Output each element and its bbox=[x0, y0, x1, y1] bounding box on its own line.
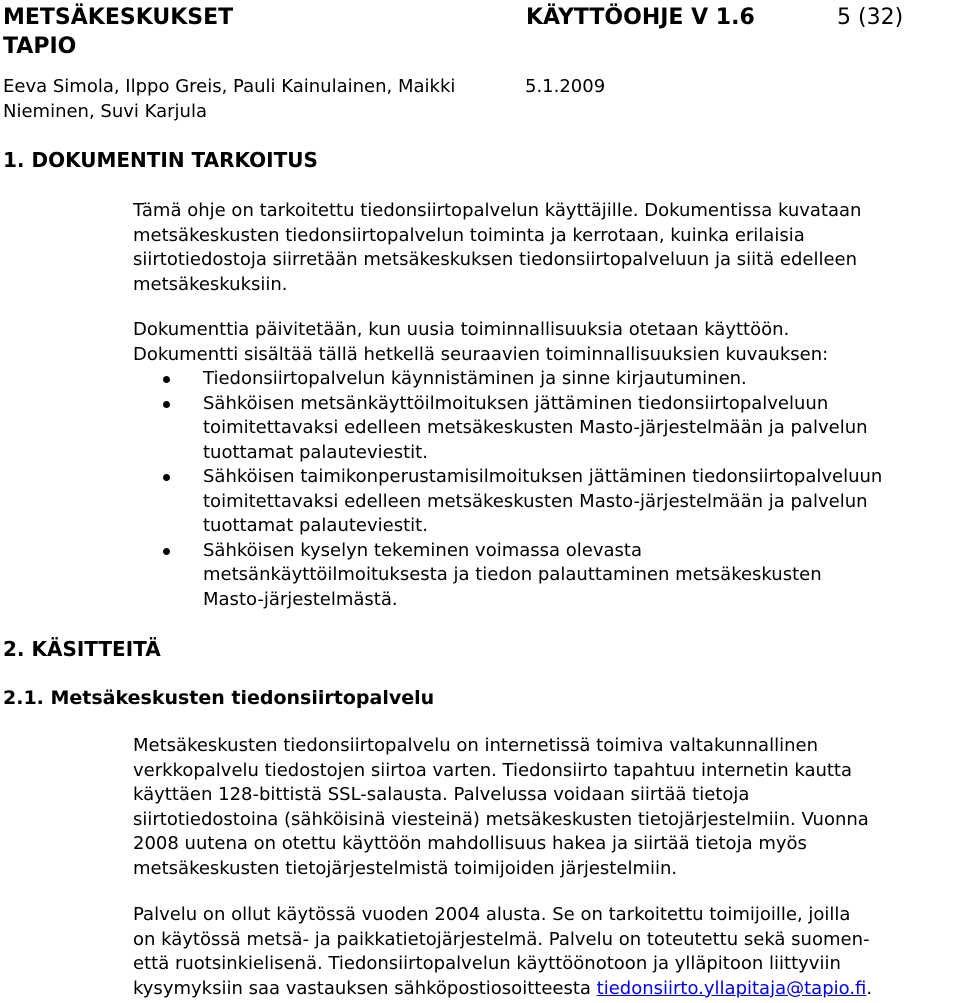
feature-bullet-list bbox=[163, 367, 943, 612]
header-organization bbox=[3, 3, 303, 61]
section-2-1-heading: 2.1. Metsäkeskusten tiedonsiirtopalvelu bbox=[3, 687, 435, 709]
text-line: on käytössä metsä- ja paikkatietojärjestelmä. Palvelu on toteutettu sekä suomen- bbox=[133, 928, 870, 950]
text-line: tuottamat palauteviestit. bbox=[203, 515, 428, 536]
header-organization-line-1: METSÄKESKUKSET bbox=[3, 5, 234, 30]
section-1-paragraph-2 bbox=[133, 318, 828, 367]
text-line: Sähköisen metsänkäyttöilmoituksen jättäminen tiedonsiirtopalveluun bbox=[203, 392, 829, 414]
bullet-item bbox=[163, 465, 943, 539]
text-line: metsäkeskuksiin. bbox=[133, 273, 288, 295]
section-1-heading: 1. DOKUMENTIN TARKOITUS bbox=[3, 148, 318, 172]
text-line: Dokumentti sisältää tällä hetkellä seuraavien toiminnallisuuksien kuvauksen: bbox=[133, 343, 829, 365]
text-line bbox=[133, 977, 872, 1002]
header-authors-line-2: Nieminen, Suvi Karjula bbox=[3, 101, 207, 122]
support-email-link[interactable]: tiedonsiirto.yllapitaja@tapio.fi bbox=[596, 977, 867, 999]
text-line: verkkopalvelu tiedostojen siirtoa varten. Tiedonsiirto tapahtuu internetin kautta bbox=[133, 759, 853, 781]
text-line: Sähköisen taimikonperustamisilmoituksen jättäminen tiedonsiirtopalveluun bbox=[203, 466, 883, 487]
header-authors-line-1: Eeva Simola, Ilppo Greis, Pauli Kainulainen, Maikki bbox=[3, 76, 456, 97]
header-authors bbox=[3, 74, 523, 124]
sentence-end: . bbox=[866, 977, 873, 999]
text-line: Tiedonsiirtopalvelun käynnistäminen ja sinne kirjautuminen. bbox=[203, 368, 747, 389]
text-line: Tämä ohje on tarkoitettu tiedonsiirtopalvelun käyttäjille. Dokumentissa kuvataan bbox=[133, 200, 862, 221]
bullet-item bbox=[163, 367, 943, 392]
text-line: Metsäkeskusten tiedonsiirtopalvelu on internetissä toimiva valtakunnallinen bbox=[133, 735, 818, 756]
header-organization-line-2: TAPIO bbox=[3, 34, 77, 59]
text-line: että ruotsinkielisenä. Tiedonsiirtopalvelun käyttöönotoon ja ylläpitoon liittyviin bbox=[133, 953, 841, 974]
text-line: tuottamat palauteviestit. bbox=[203, 441, 428, 463]
bullet-dot-icon bbox=[163, 548, 170, 555]
text-line: metsäkeskusten tietojärjestelmistä toimijoiden järjestelmiin. bbox=[133, 857, 678, 879]
text-line: metsänkäyttöilmoituksesta ja tiedon palauttaminen metsäkeskusten bbox=[203, 564, 822, 585]
text-line: toimitettavaksi edelleen metsäkeskusten Masto-järjestelmään ja palvelun bbox=[203, 417, 868, 438]
bullet-dot-icon bbox=[163, 376, 170, 383]
section-2-1-paragraph-1 bbox=[133, 734, 869, 881]
text-line: Sähköisen kyselyn tekeminen voimassa olevasta bbox=[203, 539, 643, 561]
header-page-number: 5 (32) bbox=[837, 5, 904, 30]
text-line: Dokumenttia päivitetään, kun uusia toiminnallisuuksia otetaan käyttöön. bbox=[133, 319, 790, 340]
header-date: 5.1.2009 bbox=[525, 76, 606, 97]
section-1-paragraph-1 bbox=[133, 199, 861, 297]
text-line: käyttäen 128-bittistä SSL-salausta. Palvelussa voidaan siirtää tietoja bbox=[133, 784, 750, 805]
text-line: Palvelu on ollut käytössä vuoden 2004 alusta. Se on tarkoitettu toimijoille, joilla bbox=[133, 904, 851, 925]
bullet-dot-icon bbox=[163, 401, 170, 408]
text-line: toimitettavaksi edelleen metsäkeskusten Masto-järjestelmään ja palvelun bbox=[203, 490, 868, 512]
bullet-item bbox=[163, 539, 943, 613]
section-2-1-paragraph-2 bbox=[133, 903, 872, 1001]
text-line: 2008 uutena on otettu käyttöön mahdollisuus hakea ja siirtää tietoja myös bbox=[133, 833, 807, 854]
bullet-dot-icon bbox=[163, 474, 170, 481]
bullet-item bbox=[163, 392, 943, 466]
contact-text: kysymyksiin saa vastauksen sähköpostiosoitteesta bbox=[133, 977, 597, 999]
text-line: metsäkeskusten tiedonsiirtopalvelun toiminta ja kerrotaan, kuinka erilaisia bbox=[133, 224, 805, 246]
text-line: siirtotiedostoja siirretään metsäkeskuksen tiedonsiirtopalveluun ja siitä edelleen bbox=[133, 249, 858, 270]
text-line: Masto-järjestelmästä. bbox=[203, 588, 398, 610]
text-line: siirtotiedostoina (sähköisinä viesteinä) metsäkeskusten tietojärjestelmiin. Vuonna bbox=[133, 808, 869, 830]
header-document-title: KÄYTTÖOHJE V 1.6 bbox=[526, 5, 755, 30]
section-2-heading: 2. KÄSITTEITÄ bbox=[3, 637, 161, 661]
